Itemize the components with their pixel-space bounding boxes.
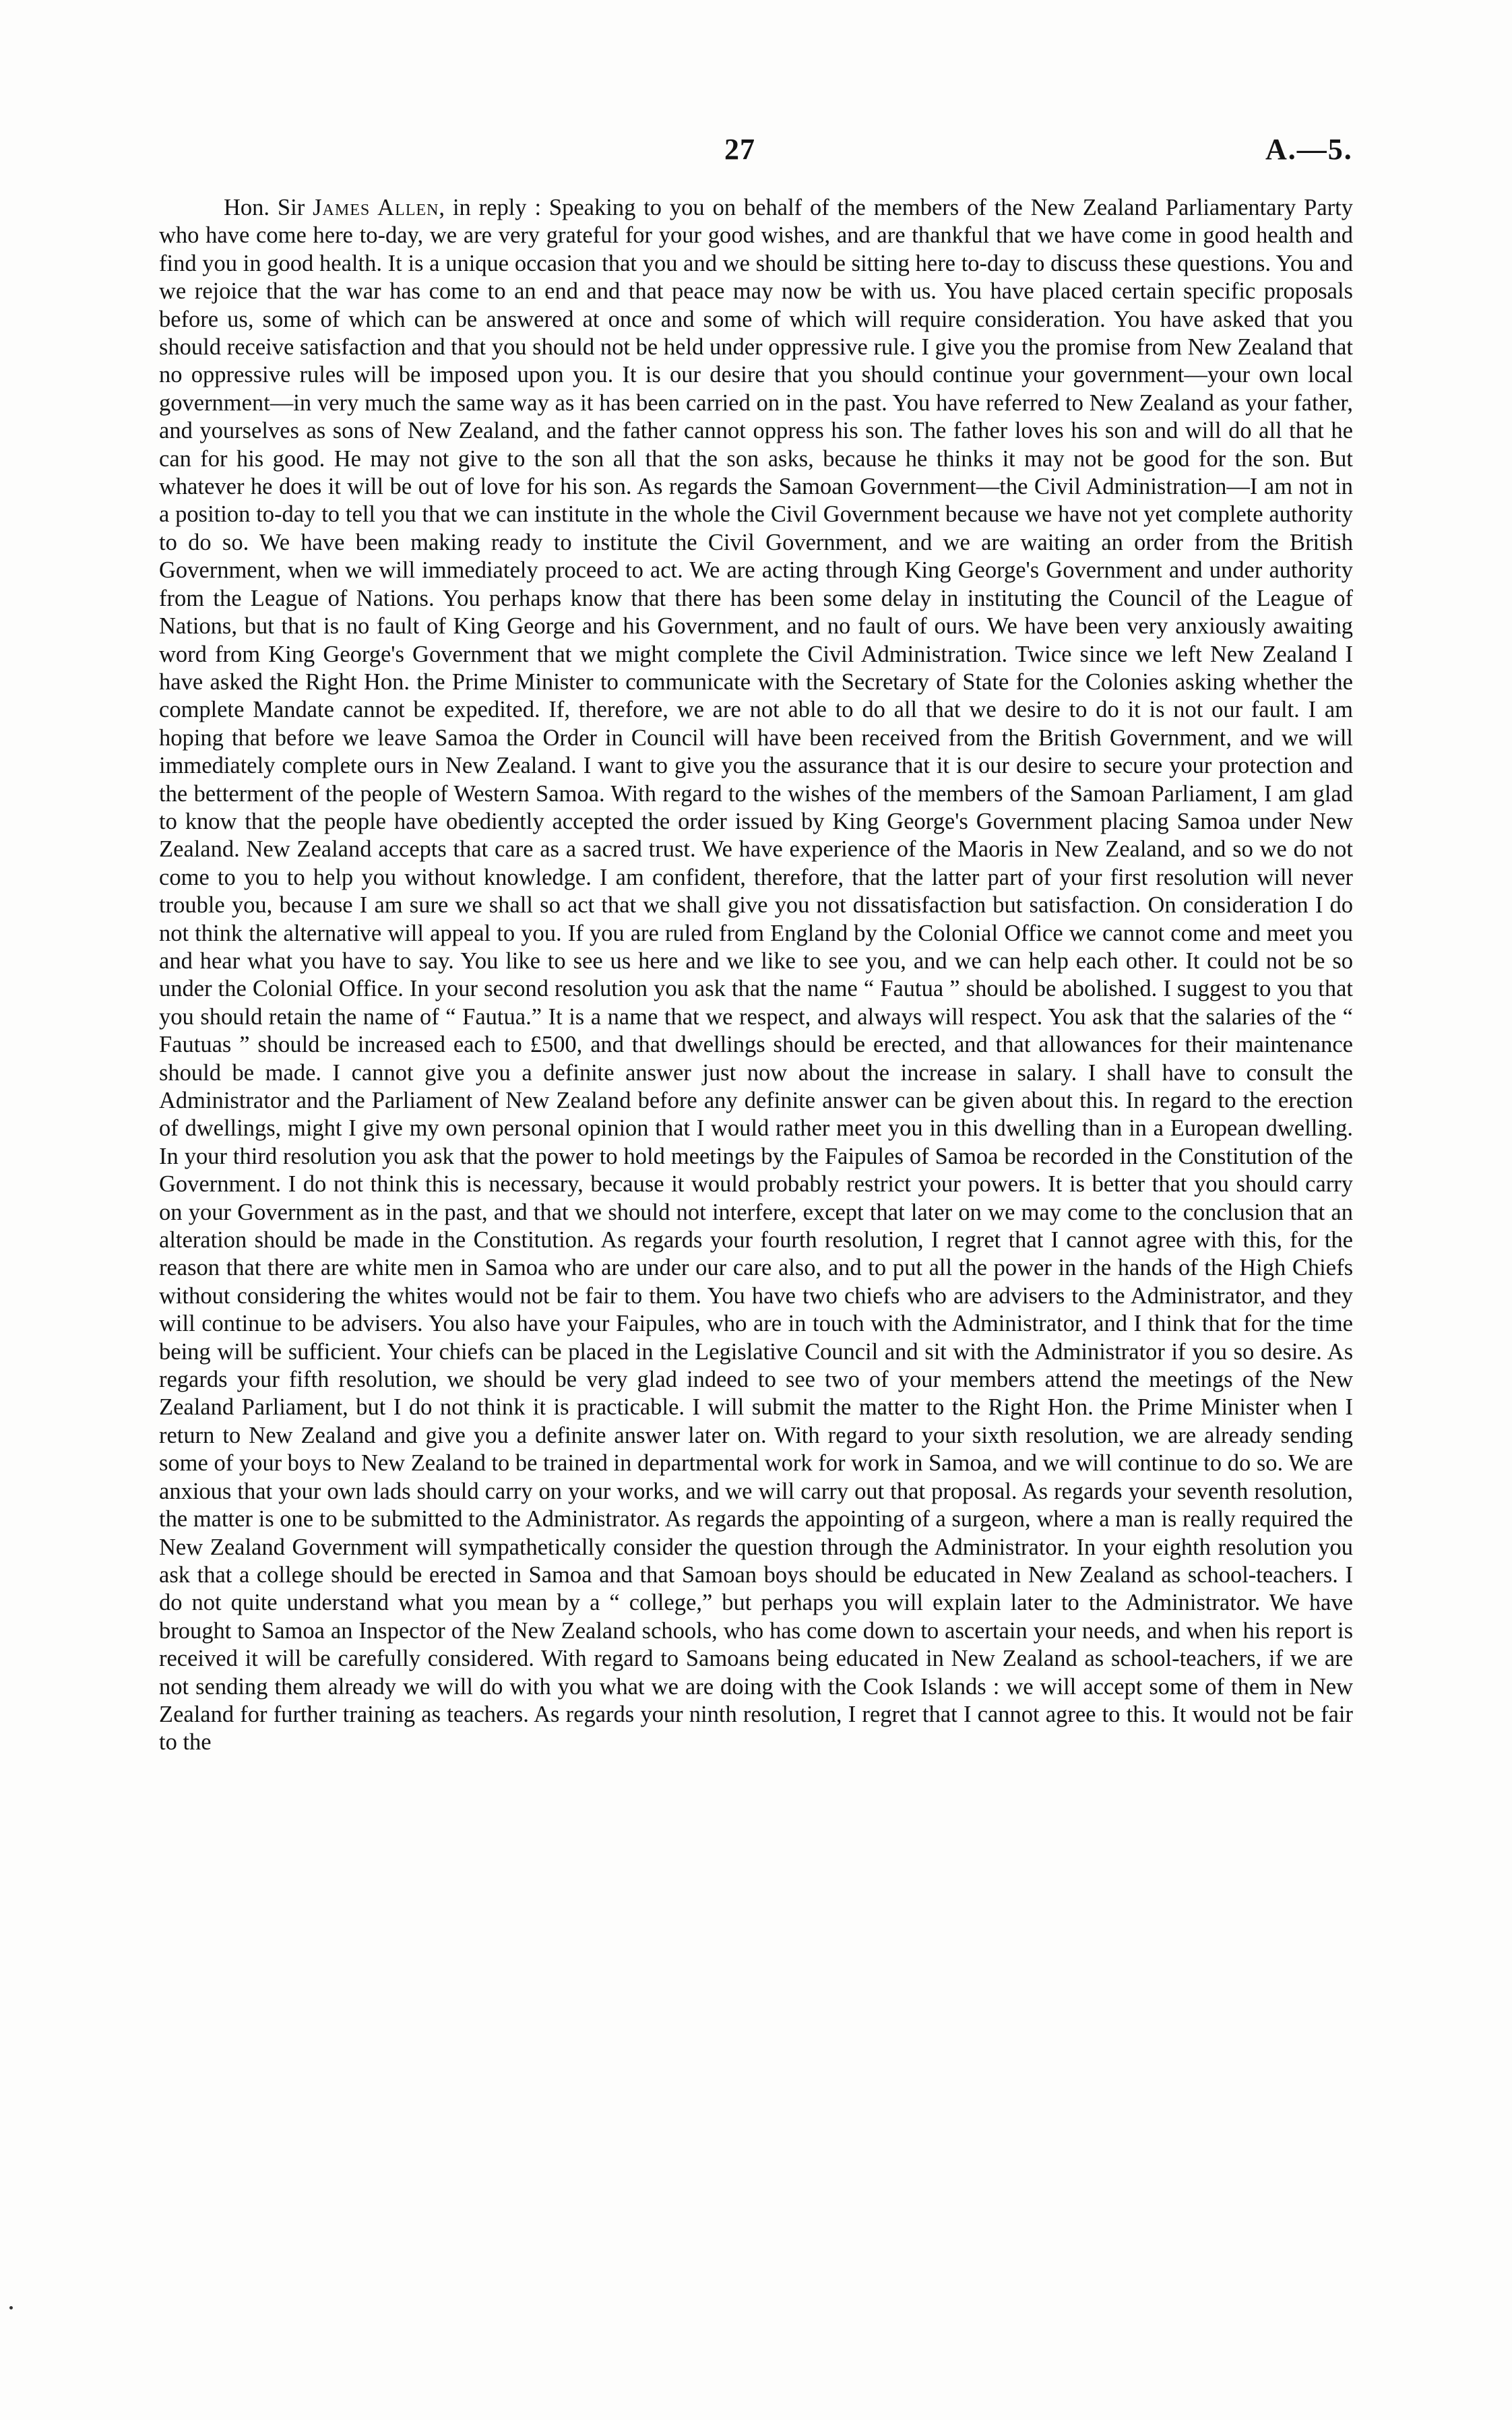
speech-paragraph: [159, 194, 1353, 1757]
speaker-suffix: , in reply :: [439, 195, 549, 220]
margin-speck: [9, 2306, 13, 2309]
speaker-prefix: Hon. Sir: [224, 195, 313, 220]
page-number: 27: [724, 133, 755, 166]
document-reference: A.—5.: [1265, 133, 1353, 166]
speech-text: Speaking to you on behalf of the members of the New Zealand Parliamentary Party who have come here to-day, we are very grateful for your good wishes, and are thankful that we have come in good health and find you in good health. It is a unique occasion that you and we should be sitting here to-day to discuss these questions. You and we rejoice that the war has come to an end and that peace may now be with us. You have placed certain specific proposals before us, some of which can be answered at once and some of which will require consideration. You have asked that you should receive satisfaction and that you should not be held under oppressive rule. I give you the promise from New Zealand that no oppressive rules will be imposed upon you. It is our desire that you should continue your government—your own local government—in very much the same way as it has been carried on in the past. You have referred to New Zealand as your father, and yourselves as sons of New Zealand, and the father cannot oppress his son. The father loves his son and will do all that he can for his good. He may not give to the son all that the son asks, because he thinks it may not be good for the son. But whatever he does it will be out of love for his son. As regards the Samoan Government—the Civil Administration—I am not in a position to-day to tell you that we can institute in the whole the Civil Government because we have not yet complete authority to do so. We have been making ready to institute the Civil Government, and we are waiting an order from the British Government, when we will immediately proceed to act. We are acting through King George's Government and under authority from the League of Nations. You perhaps know that there has been some delay in instituting the Council of the League of Nations, but that is no fault of King George and his Government, and no fault of ours. We have been very anxiously awaiting word from King George's Government that we might complete the Civil Administration. Twice since we left New Zealand I have asked the Right Hon. the Prime Minister to communicate with the Secretary of State for the Colonies asking whether the complete Mandate cannot be expedited. If, therefore, we are not able to do all that we desire to do it is not our fault. I am hoping that before we leave Samoa the Order in Council will have been received from the British Government, and we will immediately complete ours in New Zealand. I want to give you the assurance that it is our desire to secure your protection and the betterment of the people of Western Samoa. With regard to the wishes of the members of the Samoan Parliament, I am glad to know that the people have obediently accepted the order issued by King George's Government placing Samoa under New Zealand. New Zealand accepts that care as a sacred trust. We have experience of the Maoris in New Zealand, and so we do not come to you to help you without knowledge. I am confident, therefore, that the latter part of your first resolution will never trouble you, because I am sure we shall so act that we shall give you not dissatisfaction but satisfaction. On consideration I do not think the alternative will appeal to you. If you are ruled from England by the Colonial Office we cannot come and meet you and hear what you have to say. You like to see us here and we like to see you, and we can help each other. It could not be so under the Colonial Office. In your second resolution you ask that the name “ Fautua ” should be abolished. I suggest to you that you should retain the name of “ Fautua.” It is a name that we respect, and always will respect. You ask that the salaries of the “ Fautuas ” should be increased each to £500, and that dwellings should be erected, and that allowances for their maintenance should be made. I cannot give you a definite answer just now about the increase in salary. I shall have to consult the Administrator and the Parliament of New Zealand before any definite answer can be given about this. In regard to the erection of dwellings, might I give my own personal opinion that I would rather meet you in this dwelling than in a European dwelling. In your third resolution you ask that the power to hold meetings by the Faipules of Samoa be recorded in the Constitution of the Government. I do not think this is necessary, because it would probably restrict your powers. It is better that you should carry on your Government as in the past, and that we should not interfere, except that later on we may come to the conclusion that an alteration should be made in the Constitution. As regards your fourth resolution, I regret that I cannot agree with this, for the reason that there are white men in Samoa who are under our care also, and to put all the power in the hands of the High Chiefs without considering the whites would not be fair to them. You have two chiefs who are advisers to the Administrator, and they will continue to be advisers. You also have your Faipules, who are in touch with the Administrator, and I think that for the time being will be sufficient. Your chiefs can be placed in the Legislative Council and sit with the Administrator if you so desire. As regards your fifth resolution, we should be very glad indeed to see two of your members attend the meetings of the New Zealand Parliament, but I do not think it is practicable. I will submit the matter to the Right Hon. the Prime Minister when I return to New Zealand and give you a definite answer later on. With regard to your sixth resolution, we are already sending some of your boys to New Zealand to be trained in departmental work for work in Samoa, and we will continue to do so. We are anxious that your own lads should carry on your works, and we will carry out that proposal. As regards your seventh resolution, the matter is one to be submitted to the Administrator. As regards the appointing of a surgeon, where a man is really required the New Zealand Government will sympathetically consider the question through the Administrator. In your eighth resolution you ask that a college should be erected in Samoa and that Samoan boys should be educated in New Zealand as school-teachers. I do not quite understand what you mean by a “ college,” but perhaps you will explain later to the Administrator. We have brought to Samoa an Inspector of the New Zealand schools, who has come down to ascertain your needs, and when his report is received it will be carefully considered. With regard to Samoans being educated in New Zealand as school-teachers, if we are not sending them already we will do with you what we are doing with the Cook Islands : we will accept some of them in New Zealand for further training as teachers. As regards your ninth resolution, I regret that I cannot agree to this. It would not be fair to the: [159, 195, 1353, 1756]
page-header: [0, 132, 1512, 173]
speaker-name: James Allen: [313, 195, 439, 220]
